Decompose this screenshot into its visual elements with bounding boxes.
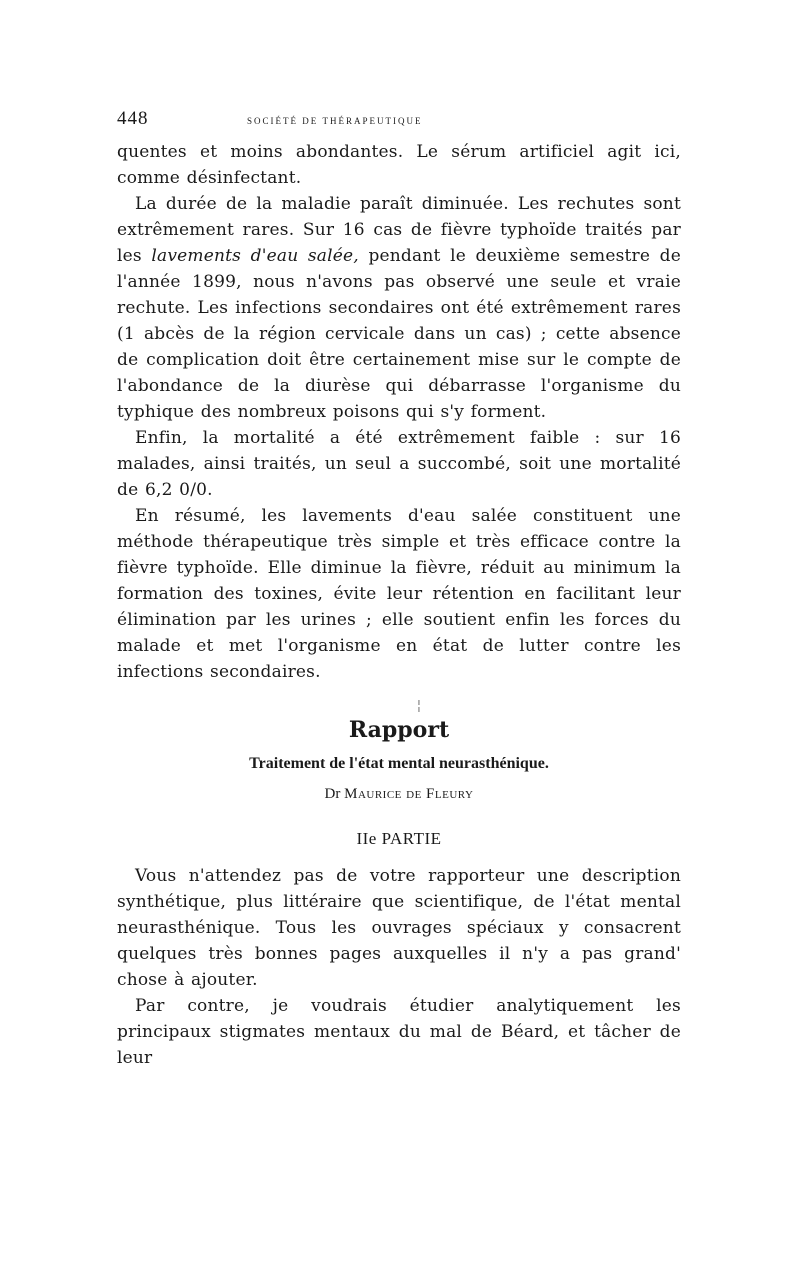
paragraph-2 <box>117 191 681 425</box>
section-subtitle: Traitement de l'état mental neurasthénique. <box>249 755 549 772</box>
paragraph-4: En résumé, les lavements d'eau salée constituent une méthode thérapeutique très simple et très efficace contre la fièvre typhoïde. Elle diminue la fièvre, réduit au minimum la formation des toxines, évite leur rétention en facilitant leur élimination par les urines ; elle soutient enfin les forces du malade et met l'organisme en état de lutter contre les infections secondaires. <box>117 506 681 682</box>
paragraph-5: Vous n'attendez pas de votre rapporteur une description synthétique, plus littéraire que scientifique, de l'état mental neurasthénique. Tous les ouvrages spéciaux y consacrent quelques très bonnes pages auxquelles il n'y a pas grand' chose à ajouter. <box>117 866 681 990</box>
paragraph-2-italic: lavements d'eau salée, <box>151 246 359 266</box>
paragraph-1: quentes et moins abondantes. Le sérum artificiel agit ici, comme désinfectant. <box>117 142 681 188</box>
part-heading: IIe PARTIE <box>356 829 442 848</box>
ornament-mark: ╎ <box>415 699 423 713</box>
paragraph-2-text-b: pendant le deuxième semestre de l'année 1899, nous n'avons pas observé une seule et vraie rechute. Les infections secondaires ont été extrêmement rares (1 abcès de la région cervicale dans un cas) ; cette absence de complication doit être certainement mise sur le compte de l'abondance de la diurèse qui débarrasse l'organisme du typhique des nombreux poisons qui s'y forment. <box>117 246 681 422</box>
page-number: 448 <box>117 108 149 129</box>
journal-title: société de thérapeutique <box>247 112 423 127</box>
paragraph-6: Par contre, je voudrais étudier analytiquement les principaux stigmates mentaux du mal de Béard, et tâcher de leur <box>117 996 681 1068</box>
author-prefix: Dr <box>324 786 341 802</box>
section-title: Rapport <box>348 717 450 743</box>
author-name: Maurice de Fleury <box>344 786 474 802</box>
running-head <box>117 108 681 142</box>
page <box>117 108 681 1071</box>
author-line <box>117 783 681 805</box>
paragraph-3: Enfin, la mortalité a été extrêmement faible : sur 16 malades, ainsi traités, un seul a succombé, soit une mortalité de 6,2 0/0. <box>117 428 681 500</box>
paragraph-2-text-a: La durée de la maladie paraît diminuée. Les rechutes sont extrêmement rares. Sur 16 cas de fièvre typhoïde traités par les <box>117 194 681 266</box>
